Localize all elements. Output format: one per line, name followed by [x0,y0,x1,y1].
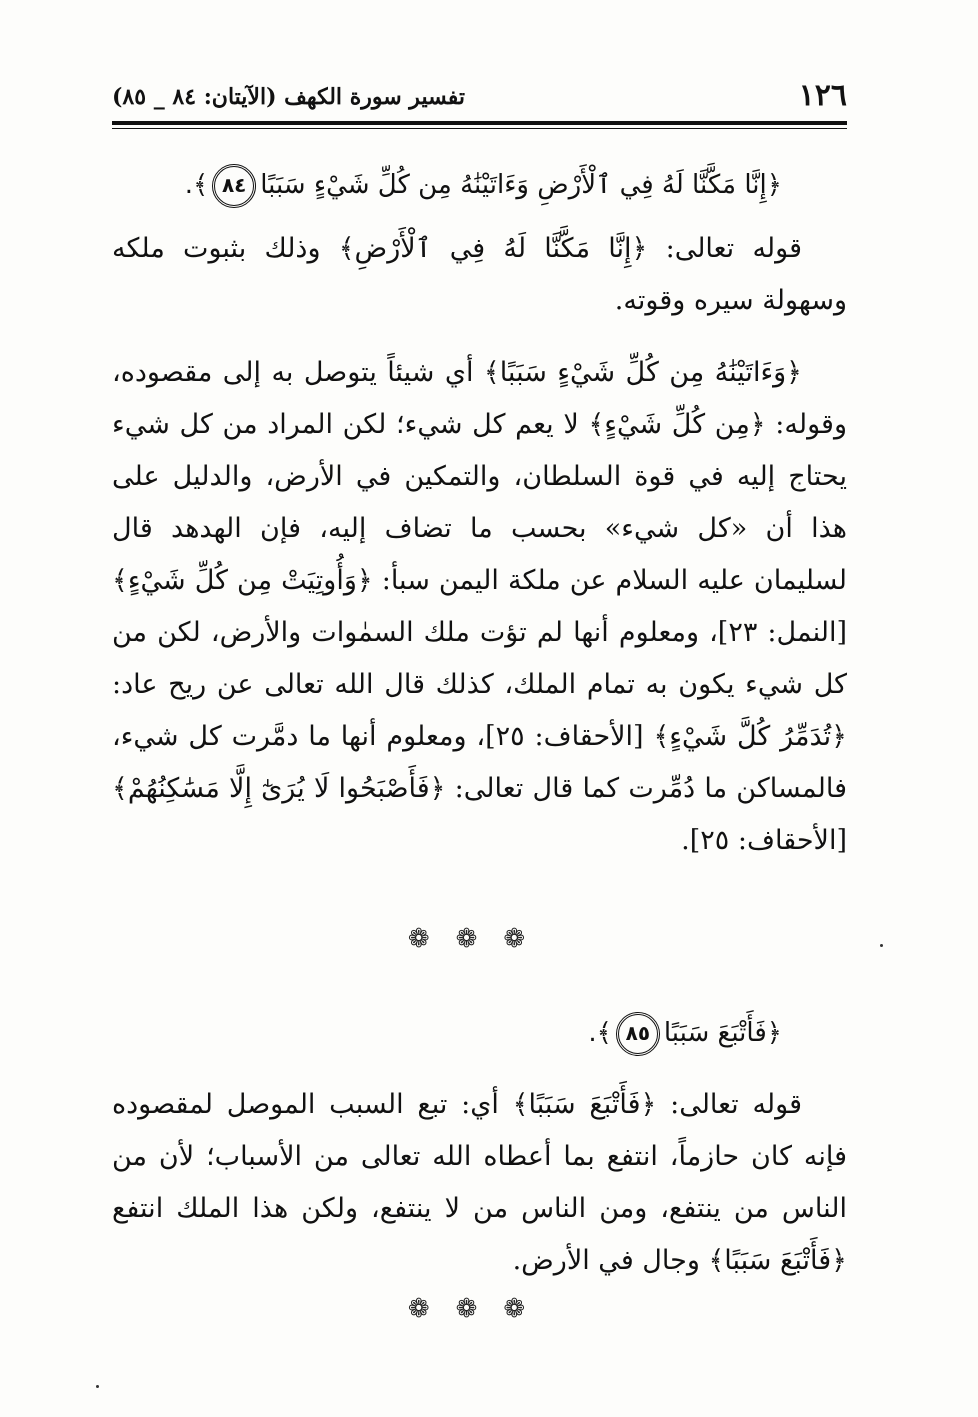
section-1 [112,158,847,867]
scan-speck [880,944,883,947]
ayah-number-84: ٨٤ [212,164,256,208]
verse-84 [112,158,847,211]
paragraph: قوله تعالى: ﴿إِنَّا مَكَّنَّا لَهُ فِي ٱلْأَرْضِ﴾ وذلك بثبوت ملكه وسهولة سيره وقوته. [112,233,847,316]
section-divider-ornament: ❁❁❁ [407,924,552,954]
verse-close: ﴾. [588,1018,612,1048]
verse-85 [112,1006,847,1059]
verse-text: ﴿فَأَتْبَعَ سَبَبًا [663,1018,782,1048]
paragraph: قوله تعالى: ﴿فَأَتْبَعَ سَبَبًا﴾ أي: تبع السبب الموصل لمقصوده فإنه كان حازماً، انتفع بما أعطاه الله تعالى من الأسباب؛ لأن من الناس من ينتفع، ومن الناس من لا ينتفع، ولكن هذا الملك انتفع ﴿فَأَتْبَعَ سَبَبًا﴾ وجال في الأرض. [112,1089,847,1276]
section-2 [112,1006,847,1287]
verse-close: ﴾. [184,170,209,200]
section-divider-ornament: ❁❁❁ [407,1294,552,1324]
scan-speck [96,1385,99,1388]
running-title: تفسير سورة الكهف (الآيتان: ٨٤ _ ٨٥) [112,84,465,110]
page-number: ١٢٦ [798,78,847,113]
header-rule-thin [112,128,847,129]
verse-text: ﴿إِنَّا مَكَّنَّا لَهُ فِي ٱلْأَرْضِ وَءَاتَيْنَٰهُ مِن كُلِّ شَيْءٍ سَبَبًا [260,170,782,200]
header-rule-thick [112,121,847,125]
paragraph: ﴿وَءَاتَيْنَٰهُ مِن كُلِّ شَيْءٍ سَبَبًا﴾ أي شيئاً يتوصل به إلى مقصوده، وقوله: ﴿مِن كُلِّ شَيْءٍ﴾ لا يعم كل شيء؛ لكن المراد من كل شيء يحتاج إليه في قوة السلطان، والتمكين في الأرض، والدليل على هذا أن «كل شيء» بحسب ما تضاف إليه، فإن الهدهد قال لسليمان عليه السلام عن ملكة اليمن سبأ: ﴿وَأُوتِيَتْ مِن كُلِّ شَيْءٍ﴾ [النمل: ٢٣]، ومعلوم أنها لم تؤت ملك السمٰوات والأرض، لكن من كل شيء يكون به تمام الملك، كذلك قال الله تعالى عن ريح عاد: ﴿تُدَمِّرُ كُلَّ شَيْءٍ﴾ [الأحقاف: ٢٥]، ومعلوم أنها ما دمَّرت كل شيء، فالمساكن ما دُمِّرت كما قال تعالى: ﴿فَأَصْبَحُوا لَا يُرَىٰٓ إِلَّا مَسَٰكِنُهُمْ﴾ [الأحقاف: ٢٥]. [112,357,848,856]
page-header [112,78,847,118]
ayah-number-85: ٨٥ [616,1012,660,1056]
